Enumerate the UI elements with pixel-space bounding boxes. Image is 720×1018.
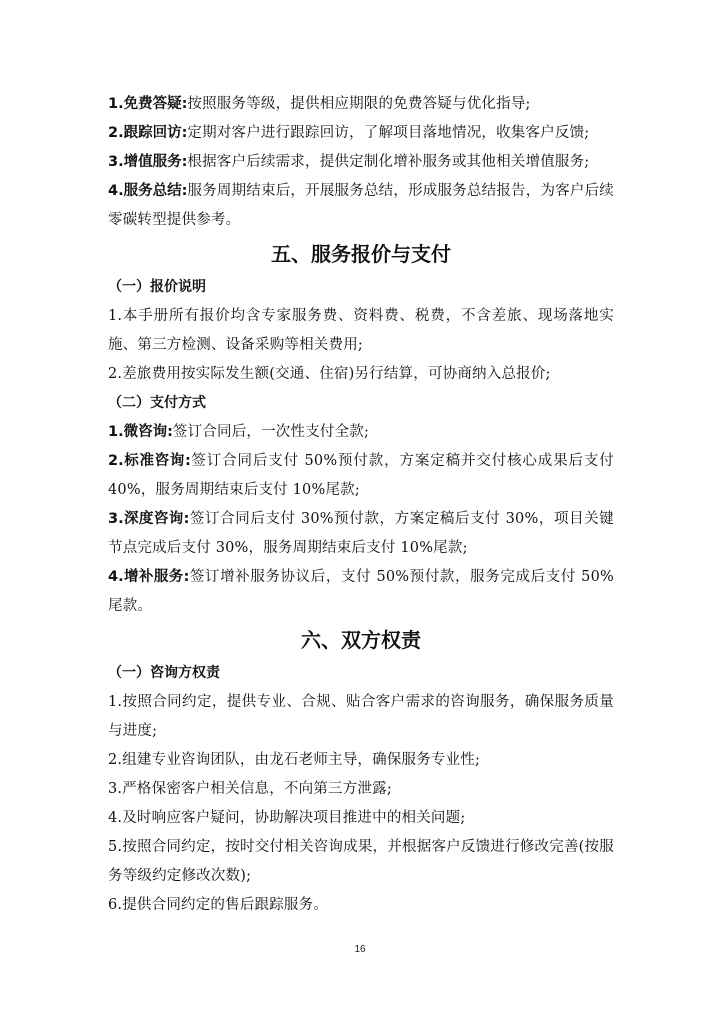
item-text: 按照服务等级，提供相应期限的免费答疑与优化指导;: [187, 96, 531, 112]
item-text: 服务周期结束后，开展服务总结，形成服务总结报告，为客户后续零碳转型提供参考。: [108, 183, 614, 228]
item-text: 定期对客户进行跟踪回访，了解项目落地情况，收集客户反馈;: [187, 125, 590, 141]
subsection-title-payment: （二）支付方式: [108, 395, 206, 411]
item-text: 根据客户后续需求，提供定制化增补服务或其他相关增值服务;: [187, 154, 590, 170]
item-label: 4.增补服务:: [108, 569, 190, 585]
quote-item: 1.本手册所有报价均含专家服务费、资料费、税费，不含差旅、现场落地实施、第三方检测、设备采购等相关费用;: [108, 308, 614, 353]
item-text: 签订合同后，一次性支付全款;: [172, 424, 370, 440]
item-label: 3.增值服务:: [108, 154, 188, 170]
item-label: 2.标准咨询:: [108, 453, 191, 469]
responsibility-item: 4.及时响应客户疑问，协助解决项目推进中的相关问题;: [108, 810, 466, 826]
item-label: 2.跟踪回访:: [108, 125, 188, 141]
responsibility-item: 1.按照合同约定，提供专业、合规、贴合客户需求的咨询服务，确保服务质量与进度;: [108, 694, 614, 739]
responsibility-item: 6.提供合同约定的售后跟踪服务。: [108, 897, 329, 913]
section-title-pricing: 五、服务报价与支付: [271, 242, 451, 266]
item-label: 3.深度咨询:: [108, 511, 190, 527]
quote-item: 2.差旅费用按实际发生额(交通、住宿)另行结算，可协商纳入总报价;: [108, 366, 551, 382]
subsection-title-quote: （一）报价说明: [108, 279, 206, 295]
service-item-follow-up: [108, 119, 614, 148]
responsibility-item: 3.严格保密客户相关信息，不向第三方泄露;: [108, 781, 392, 797]
service-item-summary: [108, 177, 614, 235]
payment-item: [108, 505, 614, 563]
responsibility-item: 2.组建专业咨询团队，由龙石老师主导，确保服务专业性;: [108, 752, 481, 768]
payment-item: [108, 447, 614, 505]
item-label: 4.服务总结:: [108, 183, 188, 199]
item-text: 签订合同后支付 50%预付款，方案定稿并交付核心成果后支付 40%，服务周期结束后支付 10%尾款;: [108, 453, 614, 498]
responsibility-item: 5.按照合同约定，按时交付相关咨询成果，并根据客户反馈进行修改完善(按服务等级约定修改次数);: [108, 839, 614, 884]
item-label: 1.免费答疑:: [108, 96, 188, 112]
page-number: 16: [354, 944, 366, 955]
document-page: [108, 90, 614, 920]
service-item-value-added: [108, 148, 614, 177]
payment-item: [108, 418, 614, 447]
section-title-responsibilities: 六、双方权责: [301, 628, 421, 652]
item-label: 1.微咨询:: [108, 424, 173, 440]
payment-item: [108, 563, 614, 621]
item-text: 签订合同后支付 30%预付款，方案定稿后支付 30%，项目关键节点完成后支付 30%，服务周期结束后支付 10%尾款;: [108, 511, 614, 556]
service-item-free-qa: [108, 90, 614, 119]
item-text: 签订增补服务协议后，支付 50%预付款，服务完成后支付 50%尾款。: [108, 569, 614, 614]
subsection-title-consultant: （一）咨询方权责: [108, 665, 220, 681]
